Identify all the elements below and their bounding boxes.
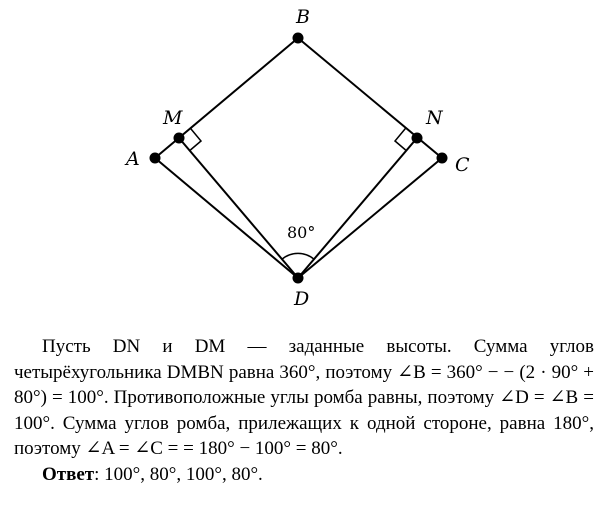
solution-text: Пусть DN и DM — заданные высоты. Сумма углов четырёхугольника DMBN равна 360°, поэтому ∠B = 360° − − (2 · 90° + 80°) = 100°. Противоположные углы ромба равны, поэтому ∠D = ∠B = 100°. Сумма углов ромба, прилежащих к одной стороне, равна 180°, поэтому ∠A = ∠C = = 180° − 100° = 80°. [14, 336, 594, 459]
right-angle-mark-M [190, 128, 201, 150]
vertex-A [150, 153, 161, 164]
solution-block [14, 334, 594, 487]
label-N: N [426, 107, 443, 129]
vertex-D [293, 273, 304, 284]
angle-label-D: 80° [287, 223, 316, 242]
label-D: D [294, 288, 310, 310]
point-N [412, 133, 423, 144]
side-DA [155, 158, 298, 278]
point-M [174, 133, 185, 144]
answer-label: Ответ [42, 463, 95, 485]
altitude-DM [179, 138, 298, 278]
side-CD [298, 158, 442, 278]
label-M: M [163, 107, 183, 129]
answer-line [14, 462, 594, 488]
label-C: C [455, 154, 470, 176]
vertex-B [293, 33, 304, 44]
answer-value: : 100°, 80°, 100°, 80°. [94, 463, 263, 485]
label-B: B [296, 6, 310, 28]
angle-arc-D [282, 253, 314, 259]
altitude-DN [298, 138, 417, 278]
vertex-C [437, 153, 448, 164]
label-A: A [126, 148, 140, 170]
right-angle-mark-N [395, 128, 406, 150]
